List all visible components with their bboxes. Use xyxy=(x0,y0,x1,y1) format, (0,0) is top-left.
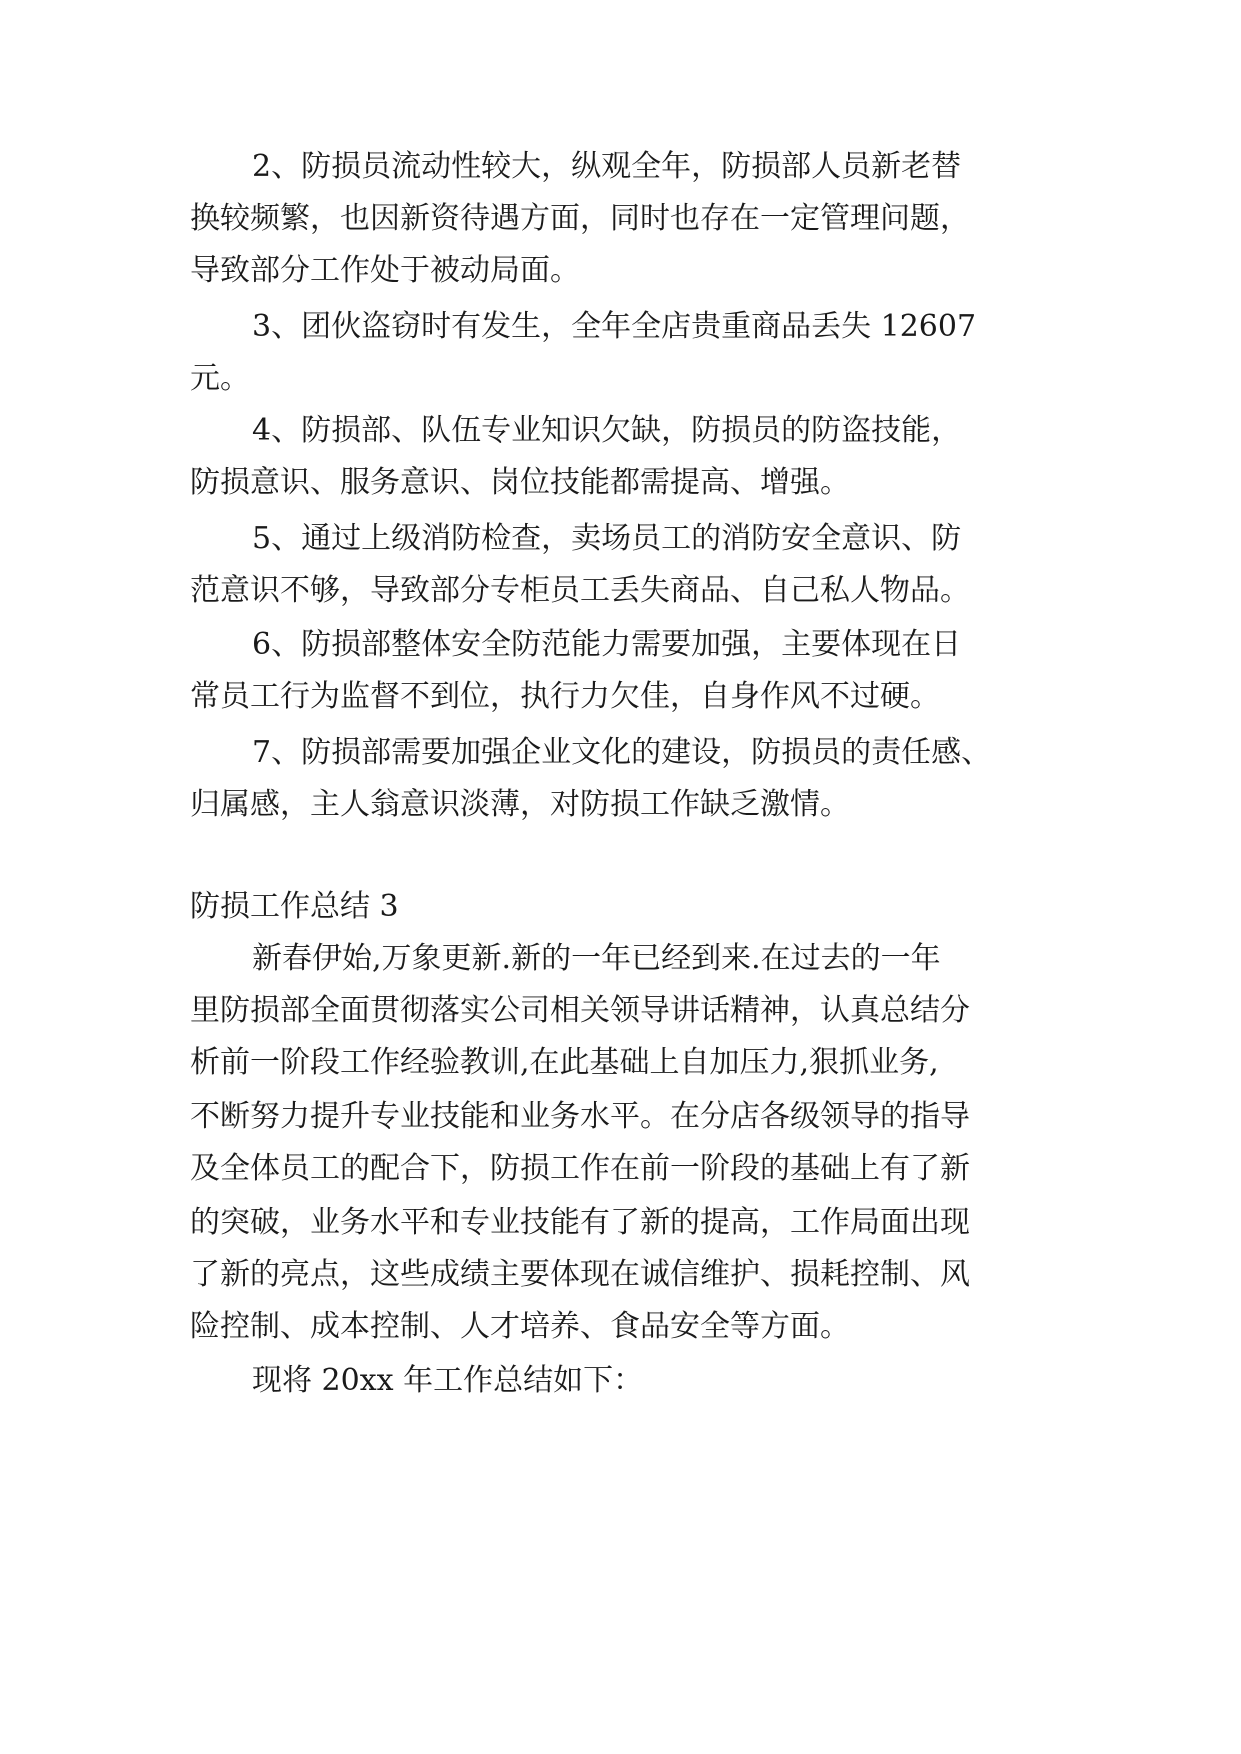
intro-paragraph-line-4: 不断努力提升专业技能和业务水平。在分店各级领导的指导 xyxy=(190,1099,970,1134)
intro-paragraph-line-2: 里防损部全面贯彻落实公司相关领导讲话精神，认真总结分 xyxy=(190,993,970,1028)
item-4-line-2: 防损意识、服务意识、岗位技能都需提高、增强。 xyxy=(190,465,850,500)
item-2-line-2: 换较频繁，也因新资待遇方面，同时也存在一定管理问题， xyxy=(190,201,970,236)
item-3-line-1: 3、团伙盗窃时有发生，全年全店贵重商品丢失 12607 xyxy=(252,309,977,344)
item-6-line-2: 常员工行为监督不到位，执行力欠佳，自身作风不过硬。 xyxy=(190,679,940,714)
item-3-line-2: 元。 xyxy=(190,361,250,396)
item-2-line-1: 2、防损员流动性较大，纵观全年，防损部人员新老替 xyxy=(252,149,962,184)
item-2-line-3: 导致部分工作处于被动局面。 xyxy=(190,253,580,288)
item-7-line-2: 归属感，主人翁意识淡薄，对防损工作缺乏激情。 xyxy=(190,787,850,822)
section-heading: 防损工作总结 3 xyxy=(190,889,399,924)
intro-paragraph-line-6: 的突破，业务水平和专业技能有了新的提高，工作局面出现 xyxy=(190,1205,970,1240)
intro-paragraph-line-8: 险控制、成本控制、人才培养、食品安全等方面。 xyxy=(190,1309,850,1344)
item-5-line-2: 范意识不够，导致部分专柜员工丢失商品、自己私人物品。 xyxy=(190,573,970,608)
item-7-line-1: 7、防损部需要加强企业文化的建设，防损员的责任感、 xyxy=(252,735,992,770)
intro-paragraph-line-5: 及全体员工的配合下，防损工作在前一阶段的基础上有了新 xyxy=(190,1151,970,1186)
item-5-line-1: 5、通过上级消防检查，卖场员工的消防安全意识、防 xyxy=(252,521,962,556)
item-6-line-1: 6、防损部整体安全防范能力需要加强，主要体现在日 xyxy=(252,627,962,662)
intro-paragraph-line-3: 析前一阶段工作经验教训,在此基础上自加压力,狠抓业务, xyxy=(190,1045,939,1080)
item-4-line-1: 4、防损部、队伍专业知识欠缺，防损员的防盗技能， xyxy=(252,413,962,448)
intro-paragraph-line-1: 新春伊始,万象更新.新的一年已经到来.在过去的一年 xyxy=(252,941,941,976)
closing-line: 现将 20xx 年工作总结如下： xyxy=(252,1363,644,1398)
intro-paragraph-line-7: 了新的亮点，这些成绩主要体现在诚信维护、损耗控制、风 xyxy=(190,1257,970,1292)
